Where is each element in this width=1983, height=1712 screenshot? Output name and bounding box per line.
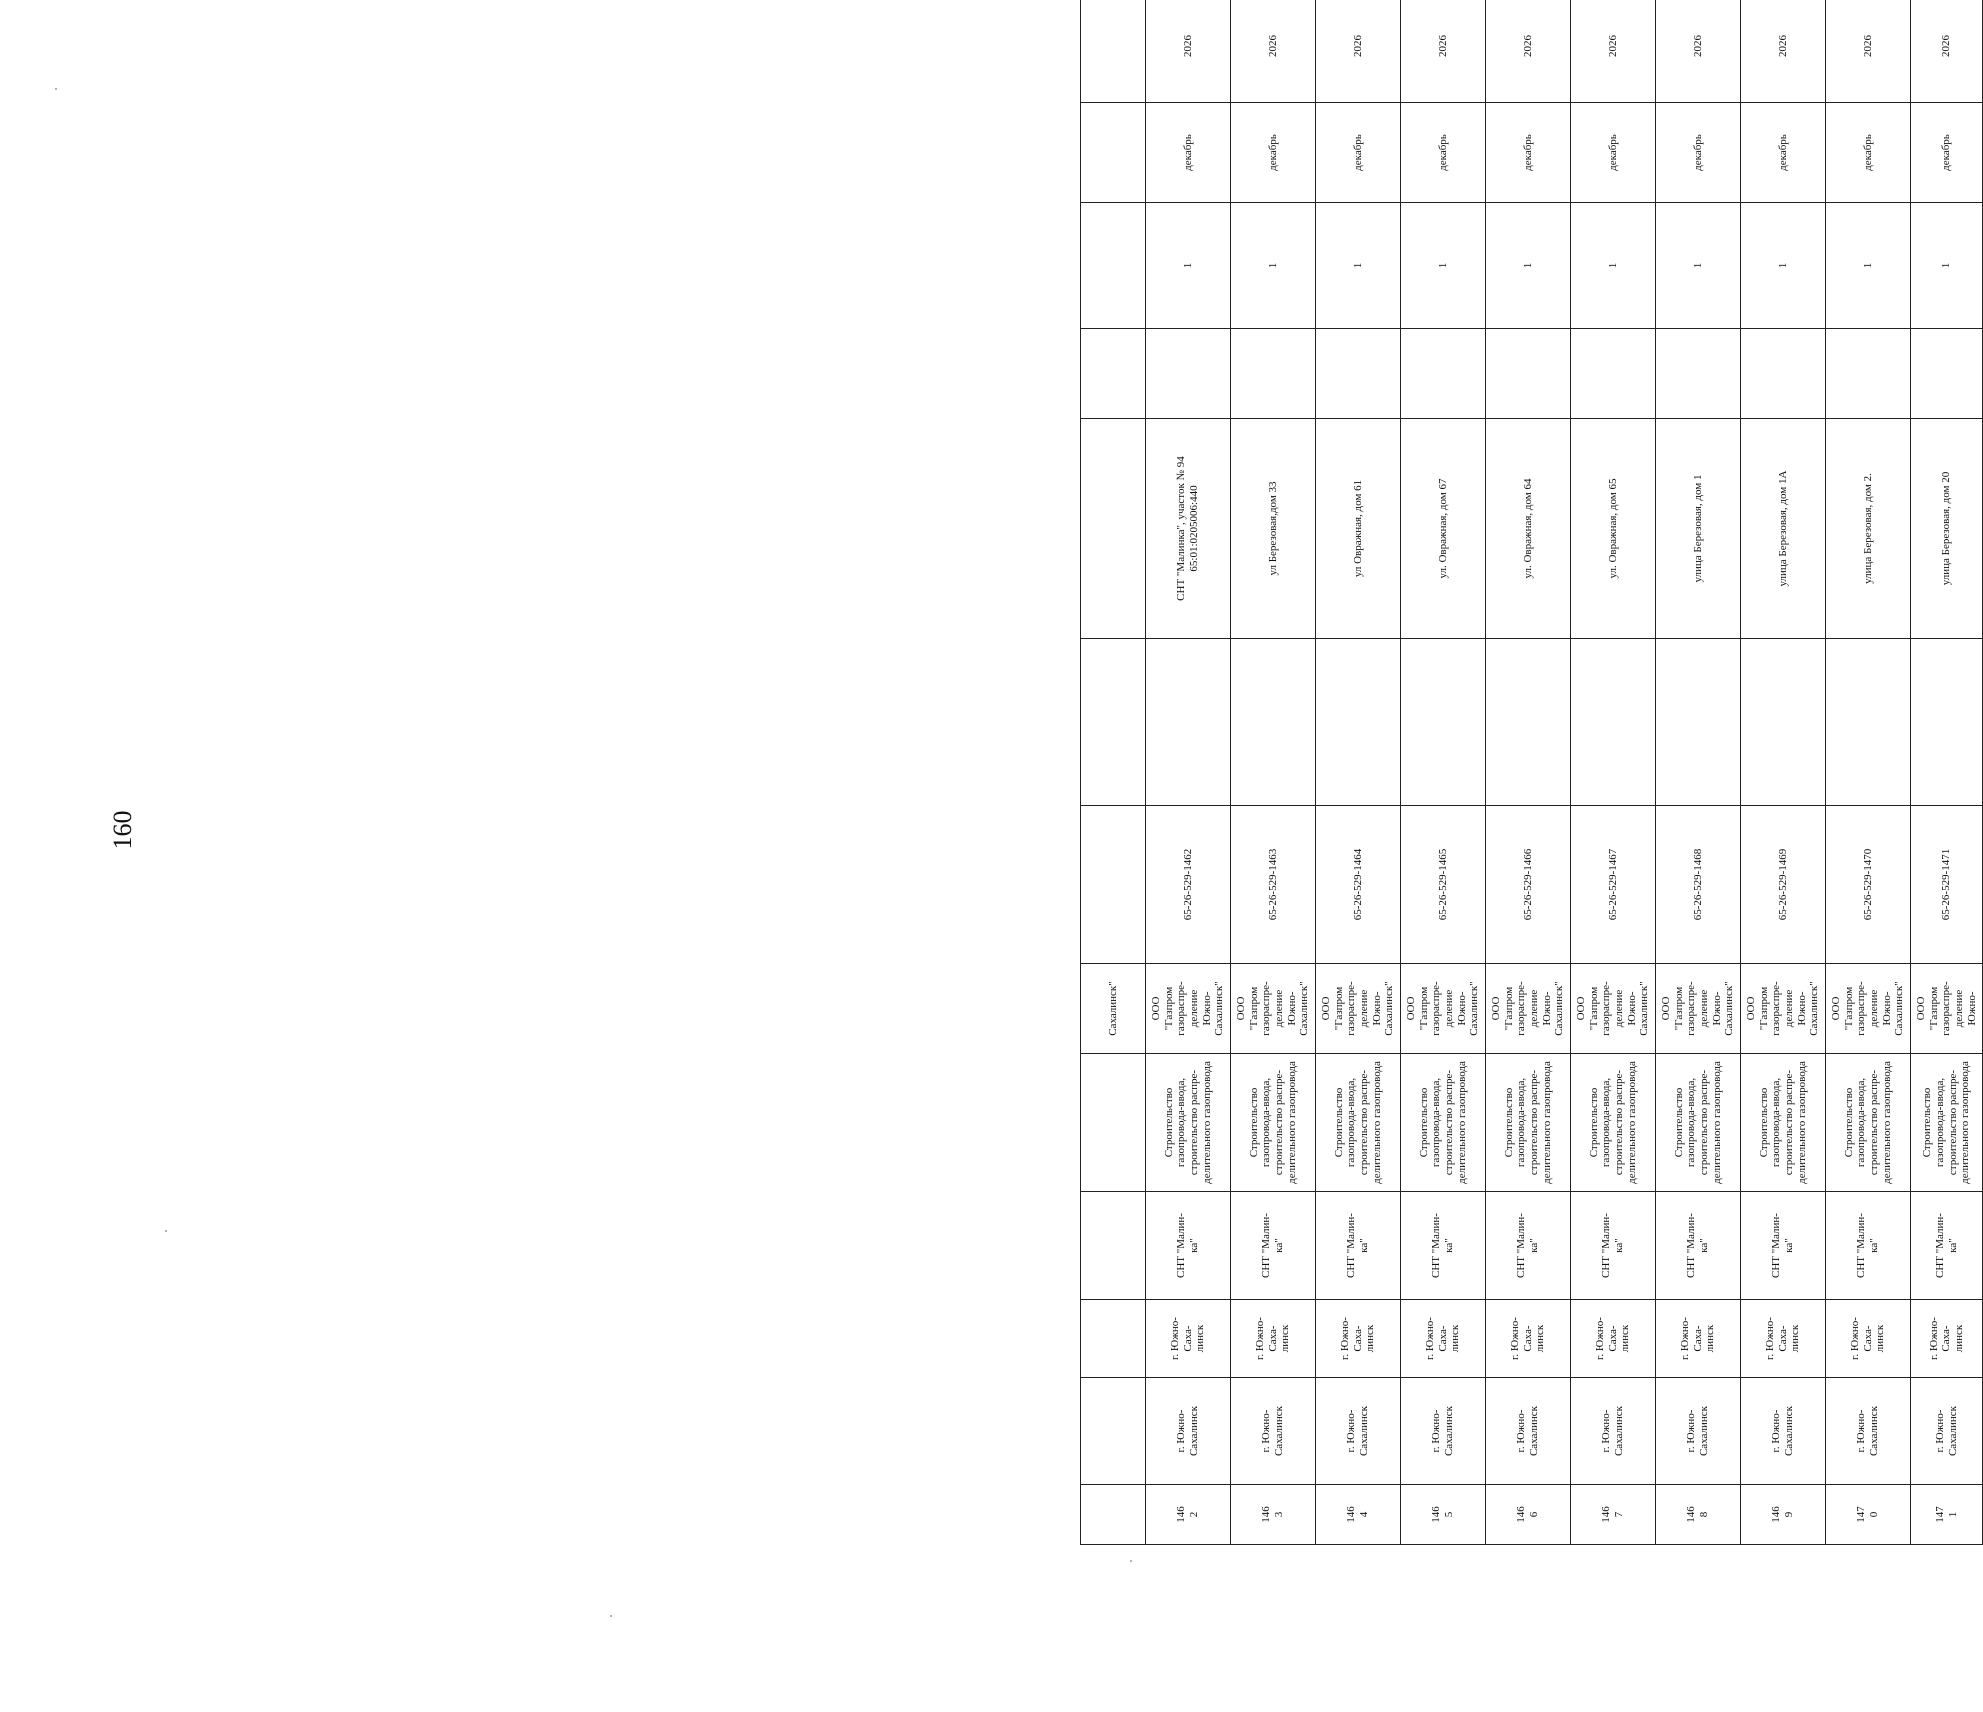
cell-month: декабрь: [1401, 103, 1486, 203]
table-row: [1571, 0, 1656, 1545]
cell-code: 65-26-529-1469: [1741, 806, 1826, 964]
cell-month: декабрь: [1571, 103, 1656, 203]
cell-month: декабрь: [1231, 103, 1316, 203]
cell-extra: [1146, 329, 1231, 419]
cell-extra: [1316, 329, 1401, 419]
scan-speck: [165, 1230, 167, 1232]
header-cell-snt: [1081, 1192, 1146, 1300]
cell-code: 65-26-529-1468: [1656, 806, 1741, 964]
cell-work: Строительство газопровода-ввода, строительство распре-делительного газопровода: [1401, 1054, 1486, 1192]
table-row: [1486, 0, 1571, 1545]
cell-extra: [1486, 329, 1571, 419]
cell-municipality: г. Южно- Саха- линск: [1571, 1300, 1656, 1378]
scan-speck: [1130, 1560, 1132, 1562]
cell-snt: СНТ "Малин- ка": [1231, 1192, 1316, 1300]
table-row: [1911, 0, 1983, 1545]
page-number: 160: [108, 810, 137, 850]
cell-org: ООО "Газпром газораспре- деление Южно- Сахалинск": [1571, 964, 1656, 1054]
cell-snt: СНТ "Малин- ка": [1316, 1192, 1401, 1300]
cell-municipality: г. Южно- Саха- линск: [1911, 1300, 1983, 1378]
cell-blank: [1231, 639, 1316, 806]
cell-org: ООО "Газпром газораспре- деление Южно-: [1911, 964, 1983, 1054]
cell-city: г. Южно- Сахалинск: [1146, 1378, 1231, 1485]
cell-month: декабрь: [1486, 103, 1571, 203]
cell-address: улица Березовая, дом 2.: [1826, 419, 1911, 639]
table-row: [1826, 0, 1911, 1545]
cell-address: ул. Овражная, дом 67: [1401, 419, 1486, 639]
header-cell-extra: [1081, 329, 1146, 419]
cell-num: 146 8: [1656, 1485, 1741, 1545]
cell-code: 65-26-529-1464: [1316, 806, 1401, 964]
cell-org: ООО "Газпром газораспре- деление Южно- Сахалинск": [1316, 964, 1401, 1054]
cell-municipality: г. Южно- Саха- линск: [1146, 1300, 1231, 1378]
gas-connection-table: [1080, 0, 1983, 1545]
cell-blank: [1486, 639, 1571, 806]
cell-work: Строительство газопровода-ввода, строительство распре-делительного газопровода: [1911, 1054, 1983, 1192]
table-row: [1316, 0, 1401, 1545]
header-cell-org: Сахалинск": [1081, 964, 1146, 1054]
header-cell-work: [1081, 1054, 1146, 1192]
cell-blank: [1911, 639, 1983, 806]
cell-blank: [1741, 639, 1826, 806]
header-cell-blank: [1081, 639, 1146, 806]
cell-city: г. Южно- Сахалинск: [1401, 1378, 1486, 1485]
cell-num: 146 3: [1231, 1485, 1316, 1545]
cell-org: ООО "Газпром газораспре- деление Южно- Сахалинск": [1826, 964, 1911, 1054]
cell-work: Строительство газопровода-ввода, строительство распре-делительного газопровода: [1826, 1054, 1911, 1192]
cell-year: 2026: [1231, 0, 1316, 103]
header-cell-address: [1081, 419, 1146, 639]
cell-year: 2026: [1486, 0, 1571, 103]
cell-code: 65-26-529-1463: [1231, 806, 1316, 964]
cell-city: г. Южно- Сахалинск: [1656, 1378, 1741, 1485]
cell-org: ООО "Газпром газораспре- деление Южно- Сахалинск": [1401, 964, 1486, 1054]
cell-code: 65-26-529-1462: [1146, 806, 1231, 964]
header-cell-city: [1081, 1378, 1146, 1485]
table-row: [1401, 0, 1486, 1545]
cell-blank: [1656, 639, 1741, 806]
table-row: [1146, 0, 1231, 1545]
cell-year: 2026: [1146, 0, 1231, 103]
cell-extra: [1826, 329, 1911, 419]
cell-num: 146 2: [1146, 1485, 1231, 1545]
cell-municipality: г. Южно- Саха- линск: [1231, 1300, 1316, 1378]
cell-year: 2026: [1826, 0, 1911, 103]
scan-speck: [55, 88, 57, 90]
cell-qty: 1: [1146, 203, 1231, 329]
cell-address: СНТ "Малинка", участок № 94 65:01:0205006:440: [1146, 419, 1231, 639]
cell-month: декабрь: [1656, 103, 1741, 203]
cell-snt: СНТ "Малин- ка": [1146, 1192, 1231, 1300]
cell-municipality: г. Южно- Саха- линск: [1486, 1300, 1571, 1378]
cell-city: г. Южно- Сахалинск: [1571, 1378, 1656, 1485]
cell-snt: СНТ "Малин- ка": [1741, 1192, 1826, 1300]
cell-year: 2026: [1316, 0, 1401, 103]
cell-snt: СНТ "Малин- ка": [1656, 1192, 1741, 1300]
cell-extra: [1401, 329, 1486, 419]
cell-city: г. Южно- Сахалинск: [1486, 1378, 1571, 1485]
cell-city: г. Южно- Сахалинск: [1911, 1378, 1983, 1485]
cell-qty: 1: [1231, 203, 1316, 329]
cell-qty: 1: [1571, 203, 1656, 329]
cell-qty: 1: [1911, 203, 1983, 329]
cell-extra: [1911, 329, 1983, 419]
cell-month: декабрь: [1826, 103, 1911, 203]
cell-work: Строительство газопровода-ввода, строительство распре-делительного газопровода: [1656, 1054, 1741, 1192]
cell-address: улица Березовая, дом 1А: [1741, 419, 1826, 639]
cell-qty: 1: [1401, 203, 1486, 329]
header-cell-qty: [1081, 203, 1146, 329]
cell-num: 146 4: [1316, 1485, 1401, 1545]
cell-work: Строительство газопровода-ввода, строительство распре-делительного газопровода: [1741, 1054, 1826, 1192]
cell-qty: 1: [1316, 203, 1401, 329]
cell-org: ООО "Газпром газораспре- деление Южно- Сахалинск": [1741, 964, 1826, 1054]
cell-address: ул Березовая,дом 33: [1231, 419, 1316, 639]
cell-qty: 1: [1741, 203, 1826, 329]
cell-municipality: г. Южно- Саха- линск: [1401, 1300, 1486, 1378]
cell-code: 65-26-529-1466: [1486, 806, 1571, 964]
cell-num: 146 9: [1741, 1485, 1826, 1545]
cell-year: 2026: [1741, 0, 1826, 103]
cell-snt: СНТ "Малин- ка": [1401, 1192, 1486, 1300]
cell-num: 146 6: [1486, 1485, 1571, 1545]
cell-blank: [1146, 639, 1231, 806]
cell-municipality: г. Южно- Саха- линск: [1656, 1300, 1741, 1378]
cell-num: 147 0: [1826, 1485, 1911, 1545]
cell-num: 146 7: [1571, 1485, 1656, 1545]
header-cell-month: [1081, 103, 1146, 203]
cell-municipality: г. Южно- Саха- линск: [1826, 1300, 1911, 1378]
cell-work: Строительство газопровода-ввода, строительство распре-делительного газопровода: [1316, 1054, 1401, 1192]
cell-code: 65-26-529-1465: [1401, 806, 1486, 964]
cell-city: г. Южно- Сахалинск: [1316, 1378, 1401, 1485]
cell-address: ул. Овражная, дом 65: [1571, 419, 1656, 639]
cell-month: декабрь: [1741, 103, 1826, 203]
cell-month: декабрь: [1146, 103, 1231, 203]
cell-address: улица Березовая, дом 20: [1911, 419, 1983, 639]
cell-city: г. Южно- Сахалинск: [1231, 1378, 1316, 1485]
header-cell-municipality: [1081, 1300, 1146, 1378]
cell-qty: 1: [1656, 203, 1741, 329]
cell-extra: [1741, 329, 1826, 419]
header-cell-num: [1081, 1485, 1146, 1545]
cell-org: ООО "Газпром газораспре- деление Южно- Сахалинск": [1146, 964, 1231, 1054]
cell-blank: [1316, 639, 1401, 806]
cell-year: 2026: [1401, 0, 1486, 103]
rotated-table-container: [1080, 35, 1983, 1545]
header-cell-year: [1081, 0, 1146, 103]
cell-code: 65-26-529-1467: [1571, 806, 1656, 964]
cell-snt: СНТ "Малин- ка": [1826, 1192, 1911, 1300]
cell-org: ООО "Газпром газораспре- деление Южно- Сахалинск": [1656, 964, 1741, 1054]
cell-year: 2026: [1911, 0, 1983, 103]
cell-blank: [1826, 639, 1911, 806]
table-row: [1656, 0, 1741, 1545]
cell-code: 65-26-529-1471: [1911, 806, 1983, 964]
cell-address: улица Березовая, дом 1: [1656, 419, 1741, 639]
cell-num: 146 5: [1401, 1485, 1486, 1545]
cell-blank: [1401, 639, 1486, 806]
cell-qty: 1: [1826, 203, 1911, 329]
cell-snt: СНТ "Малин- ка": [1911, 1192, 1983, 1300]
cell-snt: СНТ "Малин- ка": [1486, 1192, 1571, 1300]
cell-extra: [1231, 329, 1316, 419]
cell-blank: [1571, 639, 1656, 806]
cell-year: 2026: [1571, 0, 1656, 103]
table-row: [1741, 0, 1826, 1545]
cell-address: ул Овражная, дом 61: [1316, 419, 1401, 639]
cell-extra: [1656, 329, 1741, 419]
cell-org: ООО "Газпром газораспре- деление Южно- Сахалинск": [1486, 964, 1571, 1054]
cell-org: ООО "Газпром газораспре- деление Южно- Сахалинск": [1231, 964, 1316, 1054]
cell-municipality: г. Южно- Саха- линск: [1741, 1300, 1826, 1378]
cell-city: г. Южно- Сахалинск: [1741, 1378, 1826, 1485]
cell-year: 2026: [1656, 0, 1741, 103]
cell-address: ул. Овражная, дом 64: [1486, 419, 1571, 639]
cell-month: декабрь: [1911, 103, 1983, 203]
cell-snt: СНТ "Малин- ка": [1571, 1192, 1656, 1300]
scan-speck: [610, 1615, 612, 1617]
cell-work: Строительство газопровода-ввода, строительство распре-делительного газопровода: [1146, 1054, 1231, 1192]
cell-extra: [1571, 329, 1656, 419]
cell-month: декабрь: [1316, 103, 1401, 203]
cell-num: 147 1: [1911, 1485, 1983, 1545]
cell-work: Строительство газопровода-ввода, строительство распре-делительного газопровода: [1231, 1054, 1316, 1192]
cell-work: Строительство газопровода-ввода, строительство распре-делительного газопровода: [1486, 1054, 1571, 1192]
cell-city: г. Южно- Сахалинск: [1826, 1378, 1911, 1485]
cell-code: 65-26-529-1470: [1826, 806, 1911, 964]
header-cell-code: [1081, 806, 1146, 964]
cell-qty: 1: [1486, 203, 1571, 329]
header-row: [1081, 0, 1146, 1545]
table-row: [1231, 0, 1316, 1545]
cell-municipality: г. Южно- Саха- линск: [1316, 1300, 1401, 1378]
cell-work: Строительство газопровода-ввода, строительство распре-делительного газопровода: [1571, 1054, 1656, 1192]
